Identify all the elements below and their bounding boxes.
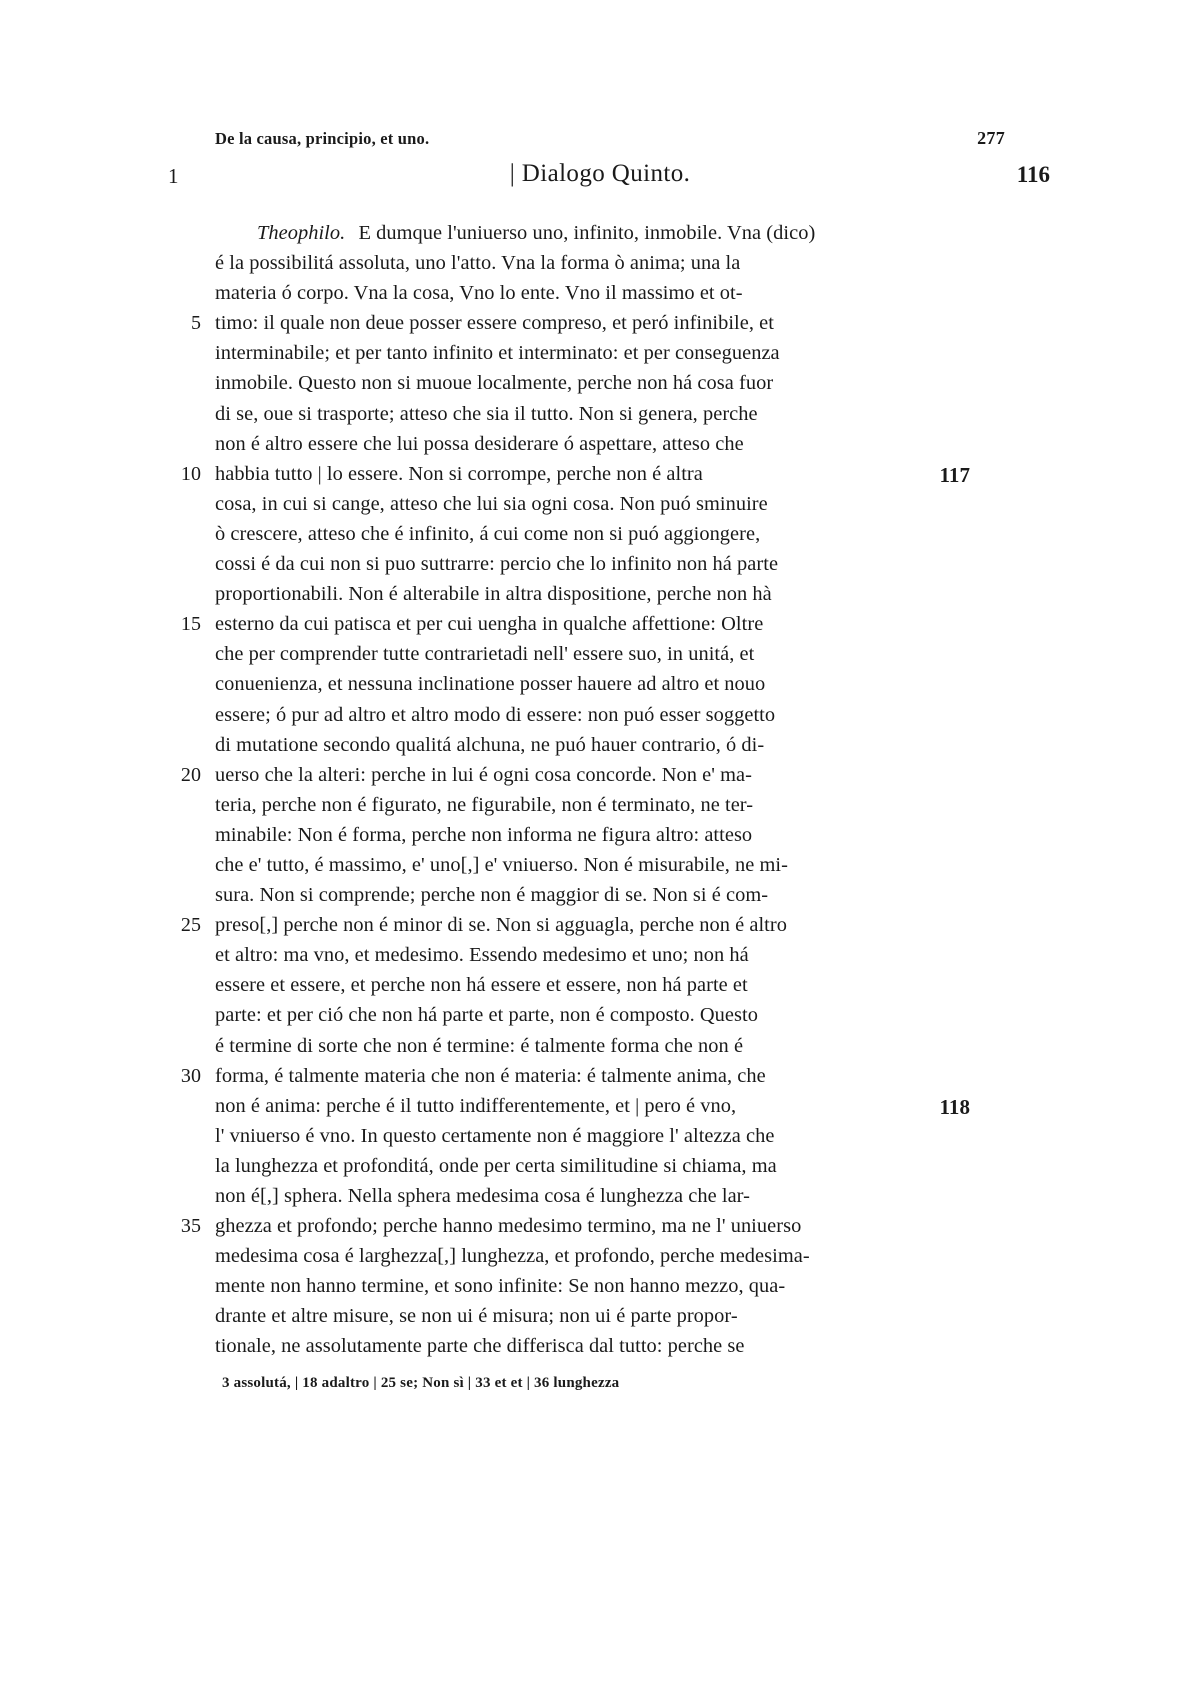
line-text: cosa, in cui si cange, atteso che lui sia ogni cosa. Non puó sminuire	[215, 492, 768, 515]
line-number: 15	[180, 613, 201, 636]
line-text: interminabile; et per tanto infinito et interminato: et per conseguenza	[215, 342, 780, 365]
line-text: é la possibilitá assoluta, uno l'atto. Vna la forma ò anima; una la	[215, 252, 741, 275]
text-line	[215, 1095, 970, 1125]
line-text: ghezza et profondo; perche hanno medesimo termino, ma ne l' uniuerso	[215, 1215, 802, 1238]
line-text: la lunghezza et profonditá, onde per certa similitudine si chiama, ma	[215, 1154, 777, 1177]
margin-number-117: 117	[939, 462, 970, 487]
text-line	[180, 613, 970, 643]
line-text: preso[,] perche non é minor di se. Non si agguagla, perche non é altro	[215, 914, 787, 937]
text-line	[215, 1335, 970, 1365]
text-line	[180, 1215, 970, 1245]
text-line	[215, 854, 970, 884]
text-line	[215, 1004, 970, 1034]
text-line	[215, 884, 970, 914]
page-title: | Dialogo Quinto.	[509, 160, 691, 187]
line-text: essere et essere, et perche non há essere et essere, non há parte et	[215, 974, 748, 997]
line-text: cossi é da cui non si puo suttrarre: percio che lo infinito non há parte	[215, 553, 779, 576]
line-text: sura. Non si comprende; perche non é maggior di se. Non si é com-	[215, 884, 769, 907]
text-line	[215, 523, 970, 553]
line-text: minabile: Non é forma, perche non informa ne figura altro: atteso	[215, 823, 753, 846]
text-line	[215, 1185, 970, 1215]
line-text: non é altro essere che lui possa desiderare ó aspettare, atteso che	[215, 432, 744, 455]
text-line	[215, 403, 970, 433]
line-text: proportionabili. Non é alterabile in altra dispositione, perche non hà	[215, 583, 772, 606]
line-number: 35	[180, 1215, 201, 1238]
line-text: che per comprender tutte contrarietadi nell' essere suo, in unitá, et	[215, 643, 755, 666]
text-line	[190, 312, 970, 342]
text-line	[180, 914, 970, 944]
text-line	[215, 493, 970, 523]
text-line	[215, 673, 970, 703]
text-line	[215, 824, 970, 854]
running-head	[215, 128, 1005, 149]
text-line	[215, 252, 970, 282]
text-line	[215, 1155, 970, 1185]
line-number: 20	[180, 763, 201, 786]
line-text: di mutatione secondo qualitá alchuna, ne puó hauer contrario, ó di-	[215, 733, 765, 756]
text-line	[215, 1125, 970, 1155]
running-head-title: De la causa, principio, et uno.	[215, 129, 430, 148]
text-line	[215, 1035, 970, 1065]
line-text: et altro: ma vno, et medesimo. Essendo medesimo et uno; non há	[215, 944, 749, 967]
text-line	[180, 763, 970, 794]
text-line	[215, 794, 970, 824]
line-text: uerso che la alteri: perche in lui é ogni cosa concorde. Non e' ma-	[215, 763, 752, 786]
line-text: parte: et per ció che non há parte et parte, non é composto. Questo	[215, 1004, 758, 1027]
margin-number-118: 118	[939, 1094, 970, 1119]
text-line	[215, 342, 970, 372]
line-text: timo: il quale non deue posser essere compreso, et peró infinibile, et	[215, 312, 774, 335]
line-text: habbia tutto | lo essere. Non si corrompe, perche non é altra	[215, 462, 703, 485]
text-line	[215, 1275, 970, 1305]
text-line	[180, 1064, 970, 1095]
text-line	[215, 1305, 970, 1335]
line-text: l' vniuerso é vno. In questo certamente non é maggiore l' altezza che	[215, 1124, 775, 1147]
text-line	[215, 282, 970, 312]
text-line	[215, 1245, 970, 1275]
text-line	[215, 944, 970, 974]
line-number: 10	[180, 462, 201, 485]
line-text: E dumque l'uniuerso uno, infinito, inmobile. Vna (dico)	[358, 222, 816, 244]
line-text: mente non hanno termine, et sono infinite: Se non hanno mezzo, qua-	[215, 1275, 786, 1298]
text-line	[215, 433, 970, 463]
line-text: non é anima: perche é il tutto indifferentemente, et | pero é vno,	[215, 1094, 737, 1117]
line-text: é termine di sorte che non é termine: é talmente forma che non é	[215, 1034, 744, 1057]
running-head-page-number: 277	[977, 128, 1005, 148]
line-text: che e' tutto, é massimo, e' uno[,] e' vniuerso. Non é misurabile, ne mi-	[215, 853, 788, 876]
line-text: teria, perche non é figurato, ne figurabile, non é terminato, ne ter-	[215, 793, 754, 816]
line-text: drante et altre misure, se non ui é misura; non ui é parte propor-	[215, 1305, 738, 1328]
left-line-marker: 1	[168, 164, 179, 188]
text-line	[215, 553, 970, 583]
line-number: 25	[180, 914, 201, 937]
text-line	[215, 704, 970, 734]
text-line	[215, 643, 970, 673]
line-text: ò crescere, atteso che é infinito, á cui come non si puó aggiongere,	[215, 522, 761, 545]
line-text: di se, oue si trasporte; atteso che sia il tutto. Non si genera, perche	[215, 402, 758, 425]
text-line	[215, 583, 970, 613]
speaker-name: Theophilo.	[257, 222, 346, 244]
critical-apparatus: 3 assolutá, | 18 adaltro | 25 se; Non sì | 33 et et | 36 lunghezza	[222, 1375, 620, 1391]
text-line	[180, 462, 970, 493]
text-line	[215, 372, 970, 402]
section-heading-row	[150, 160, 1050, 196]
main-text-block	[180, 222, 970, 1396]
line-text: essere; ó pur ad altro et altro modo di essere: non puó esser soggetto	[215, 703, 776, 726]
text-line	[215, 222, 970, 252]
line-text: non é[,] sphera. Nella sphera medesima cosa é lunghezza che lar-	[215, 1185, 750, 1207]
line-text: materia ó corpo. Vna la cosa, Vno lo ente. Vno il massimo et ot-	[215, 282, 743, 305]
line-text: esterno da cui patisca et per cui uengha in qualche affettione: Oltre	[215, 613, 764, 636]
line-text: conuenienza, et nessuna inclinatione posser hauere ad altro et nouo	[215, 673, 766, 696]
line-text: medesima cosa é larghezza[,] lunghezza, et profondo, perche medesima-	[215, 1245, 810, 1268]
line-text: forma, é talmente materia che non é materia: é talmente anima, che	[215, 1064, 766, 1087]
text-line	[215, 734, 970, 764]
line-text: inmobile. Questo non si muoue localmente, perche non há cosa fuor	[215, 372, 774, 395]
line-text: tionale, ne assolutamente parte che differisca dal tutto: perche se	[215, 1335, 745, 1358]
heading-page-number: 116	[1016, 162, 1050, 187]
text-line	[215, 974, 970, 1004]
line-number: 30	[180, 1064, 201, 1087]
line-number: 5	[190, 312, 201, 335]
